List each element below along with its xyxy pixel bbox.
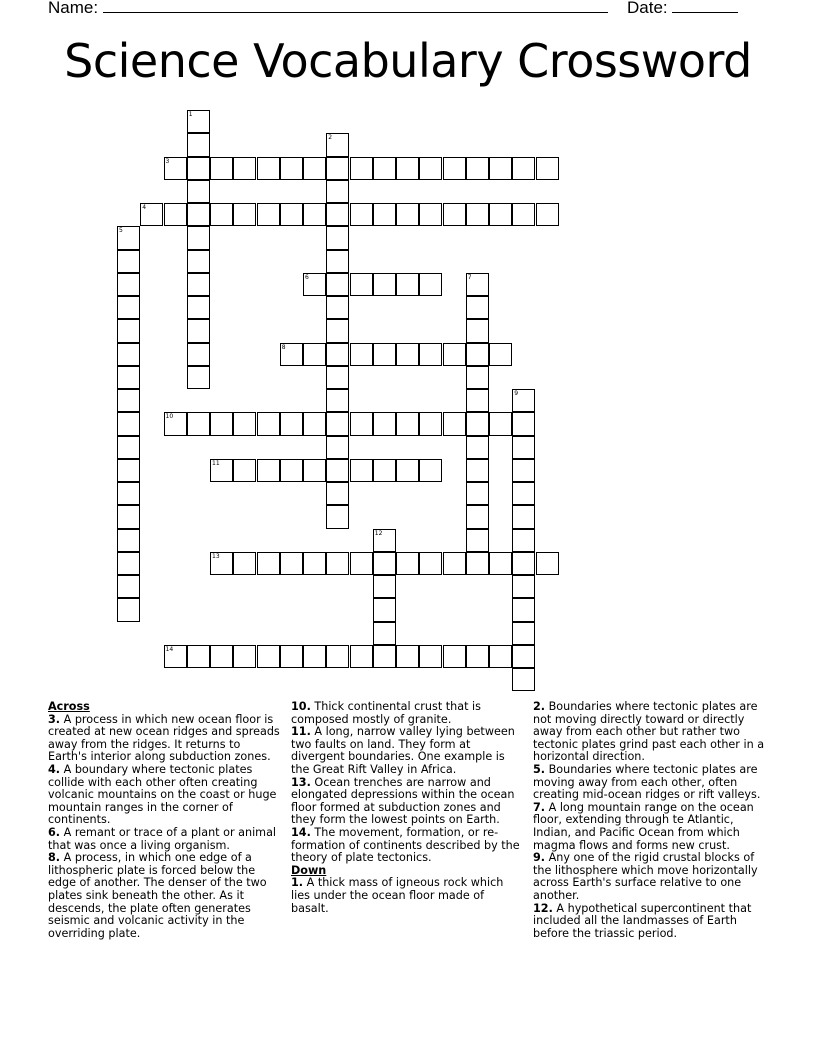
grid-cell[interactable] [512, 482, 535, 505]
grid-cell[interactable] [419, 157, 442, 180]
grid-cell[interactable] [187, 645, 210, 668]
grid-cell[interactable] [257, 203, 280, 226]
clue-across: 11. A long, narrow valley lying between two faults on land. They form at divergent boundaries. One example is the Great Rift Valley in Africa. [291, 725, 515, 776]
grid-cell[interactable] [117, 250, 140, 273]
grid-cell[interactable] [396, 412, 419, 435]
grid-cell[interactable] [117, 319, 140, 342]
grid-cell[interactable] [466, 482, 489, 505]
grid-cell[interactable] [187, 366, 210, 389]
clue-number: 5 [119, 227, 123, 235]
grid-cell[interactable] [117, 436, 140, 459]
grid-cell[interactable] [326, 389, 349, 412]
grid-cell[interactable] [419, 203, 442, 226]
clue-across: 8. A process, in which one edge of a lithospheric plate is forced below the edge of another. The denser of the two plates sink beneath the other. As it descends, the plate often generates seismic and volcanic activity in the overriding plate. [48, 851, 267, 940]
grid-cell[interactable] [373, 622, 396, 645]
grid-cell[interactable] [443, 412, 466, 435]
clue-number: 1 [188, 111, 193, 118]
grid-cell[interactable] [396, 273, 419, 296]
grid-cell[interactable] [466, 319, 489, 342]
grid-cell[interactable] [326, 343, 349, 366]
grid-cell[interactable] [512, 552, 535, 575]
grid-cell[interactable] [303, 273, 326, 296]
grid-cell[interactable] [419, 273, 442, 296]
grid-cell[interactable] [233, 203, 256, 226]
clue-number: 8 [281, 343, 286, 351]
grid-cell[interactable] [257, 645, 280, 668]
grid-cell[interactable] [187, 273, 210, 296]
clue-down: 12. A hypothetical supercontinent that included all the landmasses of Earth before the triassic period. [533, 901, 752, 940]
grid-cell[interactable] [326, 203, 349, 226]
grid-cell[interactable] [280, 645, 303, 668]
grid-cell[interactable] [396, 343, 419, 366]
grid-cell[interactable] [350, 157, 373, 180]
grid-cell[interactable] [326, 157, 349, 180]
grid-cell[interactable] [512, 459, 535, 482]
grid-cell[interactable] [164, 412, 187, 435]
name-label: Name: [48, 0, 99, 17]
grid-cell[interactable] [350, 412, 373, 435]
grid-cell[interactable] [536, 157, 559, 180]
grid-cell[interactable] [187, 157, 210, 180]
grid-cell[interactable] [326, 459, 349, 482]
grid-cell[interactable] [466, 389, 489, 412]
clue-across: 13. Ocean trenches are narrow and elongated depressions within the ocean floor formed at subduction zones and they form the lowest points on Earth. [291, 775, 515, 827]
grid-cell[interactable] [187, 203, 210, 226]
grid-cell[interactable] [373, 598, 396, 621]
grid-cell[interactable] [489, 645, 512, 668]
grid-cell[interactable] [280, 412, 303, 435]
across-heading: Across [48, 700, 90, 713]
grid-cell[interactable] [512, 622, 535, 645]
grid-cell[interactable] [443, 645, 466, 668]
clue-across: 4. A boundary where tectonic plates collide with each other often creating volcanic mountains on the coast or huge mountain ranges in the corner of continents. [48, 762, 277, 827]
grid-cell[interactable] [187, 319, 210, 342]
grid-cell[interactable] [350, 645, 373, 668]
grid-cell[interactable] [326, 645, 349, 668]
grid-cell[interactable] [536, 552, 559, 575]
grid-cell[interactable] [373, 645, 396, 668]
grid-cell[interactable] [233, 412, 256, 435]
grid-cell[interactable] [512, 436, 535, 459]
grid-cell[interactable] [419, 343, 442, 366]
grid-cell[interactable] [280, 343, 303, 366]
grid-cell[interactable] [396, 645, 419, 668]
grid-cell[interactable] [303, 412, 326, 435]
grid-cell[interactable] [117, 226, 140, 249]
grid-cell[interactable] [280, 459, 303, 482]
grid-cell[interactable] [350, 273, 373, 296]
grid-cell[interactable] [326, 482, 349, 505]
grid-cell[interactable] [466, 412, 489, 435]
grid-cell[interactable] [373, 552, 396, 575]
grid-cell[interactable] [117, 598, 140, 621]
grid-cell[interactable] [326, 226, 349, 249]
grid-cell[interactable] [512, 203, 535, 226]
grid-cell[interactable] [326, 319, 349, 342]
grid-cell[interactable] [117, 273, 140, 296]
grid-cell[interactable] [187, 412, 210, 435]
grid-cell[interactable] [326, 296, 349, 319]
grid-cell[interactable] [419, 552, 442, 575]
grid-cell[interactable] [280, 203, 303, 226]
clue-number: 7 [467, 273, 472, 281]
grid-cell[interactable] [512, 412, 535, 435]
grid-cell[interactable] [187, 226, 210, 249]
grid-cell[interactable] [466, 436, 489, 459]
grid-cell[interactable] [512, 157, 535, 180]
grid-cell[interactable] [187, 343, 210, 366]
clue-down: 2. Boundaries where tectonic plates are not moving directly toward or directly away from each other but rather two tectonic plates grind past each other in a horizontal direction. [533, 700, 765, 764]
grid-cell[interactable] [373, 273, 396, 296]
grid-cell[interactable] [466, 273, 489, 296]
clue-across: 10. Thick continental crust that is composed mostly of granite. [291, 700, 481, 726]
grid-cell[interactable] [419, 459, 442, 482]
grid-cell[interactable] [466, 459, 489, 482]
grid-cell[interactable] [117, 412, 140, 435]
clue-number: 13 [212, 552, 220, 560]
grid-cell[interactable] [303, 157, 326, 180]
grid-cell[interactable] [489, 552, 512, 575]
grid-cell[interactable] [326, 366, 349, 389]
page-title: Science Vocabulary Crossword [64, 34, 752, 88]
grid-cell[interactable] [512, 505, 535, 528]
grid-cell[interactable] [326, 436, 349, 459]
grid-cell[interactable] [303, 459, 326, 482]
grid-cell[interactable] [233, 645, 256, 668]
grid-cell[interactable] [466, 366, 489, 389]
grid-cell[interactable] [512, 668, 535, 691]
grid-cell[interactable] [350, 203, 373, 226]
grid-cell[interactable] [373, 157, 396, 180]
grid-cell[interactable] [210, 157, 233, 180]
grid-cell[interactable] [443, 552, 466, 575]
grid-cell[interactable] [233, 552, 256, 575]
grid-cell[interactable] [326, 273, 349, 296]
clue-across: 6. A remant or trace of a plant or animal that was once a living organism. [48, 825, 277, 852]
grid-cell[interactable] [373, 343, 396, 366]
grid-cell[interactable] [164, 157, 187, 180]
grid-cell[interactable] [117, 366, 140, 389]
grid-cell[interactable] [117, 505, 140, 528]
grid-cell[interactable] [326, 412, 349, 435]
grid-cell[interactable] [443, 343, 466, 366]
grid-cell[interactable] [210, 552, 233, 575]
grid-cell[interactable] [536, 203, 559, 226]
grid-cell[interactable] [466, 203, 489, 226]
grid-cell[interactable] [326, 133, 349, 156]
grid-cell[interactable] [280, 157, 303, 180]
grid-cell[interactable] [326, 250, 349, 273]
clue-number: 3 [165, 157, 170, 165]
grid-cell[interactable] [350, 343, 373, 366]
grid-cell[interactable] [303, 552, 326, 575]
grid-cell[interactable] [489, 412, 512, 435]
grid-cell[interactable] [233, 459, 256, 482]
grid-cell[interactable] [187, 133, 210, 156]
grid-cell[interactable] [326, 505, 349, 528]
clues-column-2 [291, 701, 523, 915]
clue-number: 10 [165, 413, 174, 421]
grid-cell[interactable] [512, 529, 535, 552]
grid-cell[interactable] [443, 203, 466, 226]
grid-cell[interactable] [117, 343, 140, 366]
grid-cell[interactable] [117, 575, 140, 598]
clue-number: 11 [212, 459, 220, 467]
grid-cell[interactable] [489, 157, 512, 180]
grid-cell[interactable] [210, 645, 233, 668]
grid-cell[interactable] [512, 575, 535, 598]
grid-cell[interactable] [326, 552, 349, 575]
grid-cell[interactable] [373, 575, 396, 598]
grid-cell[interactable] [187, 250, 210, 273]
clues-column-3 [533, 701, 769, 940]
clue-down: 5. Boundaries where tectonic plates are moving away from each other, often creating mid-ocean ridges or rift valleys. [533, 762, 761, 802]
grid-cell[interactable] [280, 552, 303, 575]
grid-cell[interactable] [350, 459, 373, 482]
grid-cell[interactable] [117, 459, 140, 482]
clue-down: 9. Any one of the rigid crustal blocks of the lithosphere which move horizontally across Earth's surface relative to one another. [533, 851, 758, 902]
grid-cell[interactable] [187, 110, 210, 133]
grid-cell[interactable] [443, 157, 466, 180]
grid-cell[interactable] [466, 296, 489, 319]
grid-cell[interactable] [187, 180, 210, 203]
down-heading: Down [291, 863, 327, 877]
grid-cell[interactable] [419, 645, 442, 668]
grid-cell[interactable] [117, 296, 140, 319]
grid-cell[interactable] [419, 412, 442, 435]
grid-cell[interactable] [187, 296, 210, 319]
clue-number: 12 [374, 529, 383, 537]
grid-cell[interactable] [164, 645, 187, 668]
grid-cell[interactable] [466, 529, 489, 552]
grid-cell[interactable] [303, 343, 326, 366]
grid-cell[interactable] [466, 552, 489, 575]
date-label: Date: [627, 0, 668, 17]
grid-cell[interactable] [466, 505, 489, 528]
clue-across: 3. A process in which new ocean floor is created at new ocean ridges and spreads away from the ridges. It returns to Earth's interior along subduction zones. [48, 712, 280, 764]
clue-number: 2 [328, 134, 333, 142]
grid-cell[interactable] [257, 412, 280, 435]
grid-cell[interactable] [303, 203, 326, 226]
clue-number: 6 [305, 273, 309, 281]
grid-cell[interactable] [303, 645, 326, 668]
grid-cell[interactable] [117, 552, 140, 575]
grid-cell[interactable] [210, 412, 233, 435]
grid-cell[interactable] [489, 203, 512, 226]
grid-cell[interactable] [466, 343, 489, 366]
grid-cell[interactable] [233, 157, 256, 180]
grid-cell[interactable] [512, 389, 535, 412]
grid-cell[interactable] [396, 459, 419, 482]
grid-cell[interactable] [210, 203, 233, 226]
clue-number: 4 [142, 204, 147, 211]
grid-cell[interactable] [117, 529, 140, 552]
grid-cell[interactable] [117, 389, 140, 412]
clue-down: 1. A thick mass of igneous rock which lies under the ocean floor made of basalt. [291, 876, 504, 915]
grid-cell[interactable] [489, 343, 512, 366]
grid-cell[interactable] [350, 552, 373, 575]
grid-cell[interactable] [257, 552, 280, 575]
grid-cell[interactable] [257, 157, 280, 180]
grid-cell[interactable] [373, 203, 396, 226]
grid-cell[interactable] [373, 412, 396, 435]
clues-column-1 [48, 701, 280, 940]
grid-cell[interactable] [210, 459, 233, 482]
grid-cell[interactable] [512, 598, 535, 621]
grid-cell[interactable] [164, 203, 187, 226]
grid-cell[interactable] [326, 180, 349, 203]
grid-cell[interactable] [373, 529, 396, 552]
grid-cell[interactable] [257, 459, 280, 482]
grid-cell[interactable] [466, 645, 489, 668]
grid-cell[interactable] [373, 459, 396, 482]
clue-across: 14. The movement, formation, or re-formation of continents described by the theory of plate tectonics. [291, 825, 520, 865]
grid-cell[interactable] [512, 645, 535, 668]
clue-down: 7. A long mountain range on the ocean floor, extending through te Atlantic, Indian, and Pacific Ocean from which magma flows and forms new crust. [533, 800, 754, 852]
grid-cell[interactable] [396, 157, 419, 180]
clue-number: 14 [165, 645, 174, 653]
grid-cell[interactable] [396, 552, 419, 575]
clue-number: 9 [514, 390, 519, 397]
grid-cell[interactable] [396, 203, 419, 226]
grid-cell[interactable] [117, 482, 140, 505]
grid-cell[interactable] [466, 157, 489, 180]
grid-cell[interactable] [140, 203, 163, 226]
